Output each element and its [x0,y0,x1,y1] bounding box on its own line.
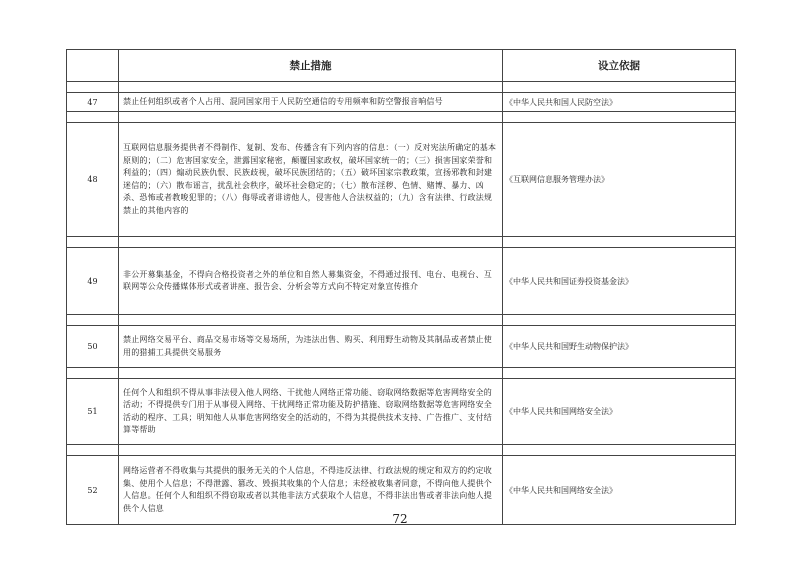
row-measure: 互联网信息服务提供者不得制作、复制、发布、传播含有下列内容的信息：（一）反对宪法所确定的基本原则的；（二）危害国家安全，泄露国家秘密，颠覆国家政权，破坏国家统一的；（三）损害国家荣誉和利益的；（四）煽动民族仇恨、民族歧视，破坏民族团结的；（五）破坏国家宗教政策，宣扬邪教和封建迷信的；（六）散布谣言，扰乱社会秩序，破坏社会稳定的；（七）散布淫秽、色情、赌博、暴力、凶杀、恐怖或者教唆犯罪的；（八）侮辱或者诽谤他人，侵害他人合法权益的；（九）含有法律、行政法规禁止的其他内容的 [119,123,503,237]
row-measure: 网络运营者不得收集与其提供的服务无关的个人信息，不得违反法律、行政法规的规定和双方的约定收集、使用个人信息；不得泄露、篡改、毁损其收集的个人信息；未经被收集者同意，不得向他人提供个人信息。任何个人和组织不得窃取或者以其他非法方式获取个人信息，不得非法出售或者非法向他人提供个人信息 [119,456,503,525]
row-measure: 非公开募集基金，不得向合格投资者之外的单位和自然人募集资金，不得通过报刊、电台、电视台、互联网等公众传播媒体形式或者讲座、报告会、分析会等方式向不特定对象宣传推介 [119,248,503,315]
header-number [67,50,119,82]
page-number: 72 [392,512,408,526]
spacer-row [67,445,736,456]
row-basis: 《互联网信息服务管理办法》 [503,123,736,237]
row-number: 49 [67,248,119,315]
spacer-row [67,368,736,379]
table-row [67,326,736,368]
row-basis: 《中华人民共和国网络安全法》 [503,456,736,525]
row-number: 50 [67,326,119,368]
header-basis: 设立依据 [503,50,736,82]
prohibition-table [66,49,736,525]
row-basis: 《中华人民共和国人民防空法》 [503,93,736,112]
table-row [67,379,736,445]
row-measure: 禁止任何组织或者个人占用、混同国家用于人民防空通信的专用频率和防空警报音响信号 [119,93,503,112]
spacer-row [67,237,736,248]
row-measure: 任何个人和组织不得从事非法侵入他人网络、干扰他人网络正常功能、窃取网络数据等危害网络安全的活动；不得提供专门用于从事侵入网络、干扰网络正常功能及防护措施、窃取网络数据等危害网络安全活动的程序、工具；明知他人从事危害网络安全的活动的，不得为其提供技术支持、广告推广、支付结算等帮助 [119,379,503,445]
row-basis: 《中华人民共和国证券投资基金法》 [503,248,736,315]
row-basis: 《中华人民共和国野生动物保护法》 [503,326,736,368]
table-row [67,93,736,112]
row-number: 48 [67,123,119,237]
row-number: 51 [67,379,119,445]
header-measure: 禁止措施 [119,50,503,82]
row-basis: 《中华人民共和国网络安全法》 [503,379,736,445]
spacer-row [67,82,736,93]
row-number: 47 [67,93,119,112]
table-row [67,123,736,237]
spacer-row [67,315,736,326]
table-row [67,248,736,315]
table-header-row [67,50,736,82]
row-number: 52 [67,456,119,525]
spacer-row [67,112,736,123]
row-measure: 禁止网络交易平台、商品交易市场等交易场所，为违法出售、购买、利用野生动物及其制品或者禁止使用的猎捕工具提供交易服务 [119,326,503,368]
